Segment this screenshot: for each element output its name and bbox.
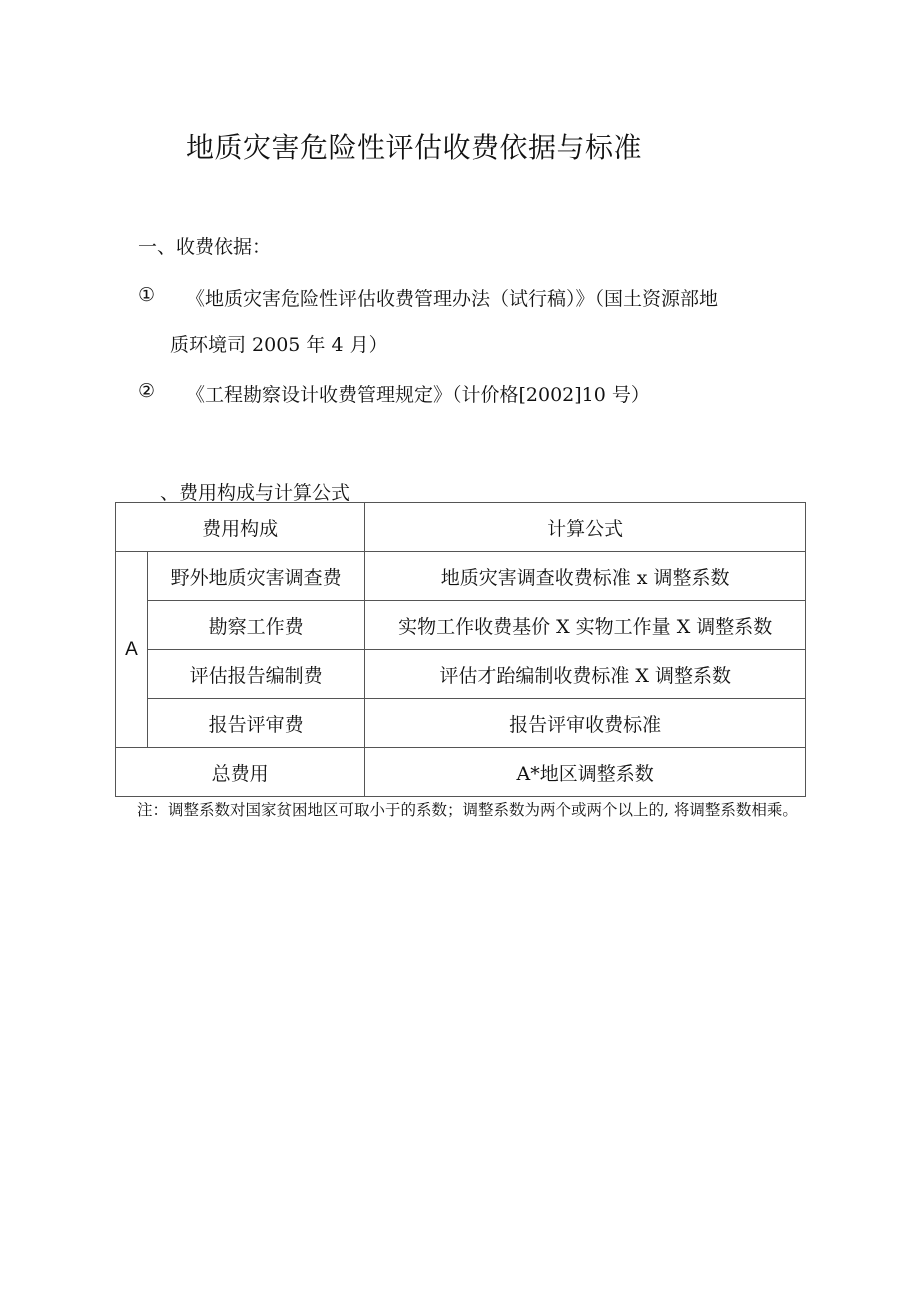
- table-total-row: [116, 748, 806, 797]
- basis-item-2-line1: 《工程勘察设计收费管理规定》（计价格[2002]10 号）: [186, 384, 650, 406]
- table-row: [116, 650, 806, 699]
- table-header-row: [116, 503, 806, 552]
- basis-item-1-line1: 《地质灾害危险性评估收费管理办法（试行稿）》（国土资源部地: [186, 288, 719, 310]
- section-heading-fee-basis: 一、收费依据：: [138, 236, 272, 258]
- row-item: 野外地质灾害调查费: [148, 552, 365, 601]
- row-formula: 评估才跆编制收费标准 X 调整系数: [365, 650, 806, 699]
- header-formula: 计算公式: [365, 503, 806, 552]
- table-row: [116, 699, 806, 748]
- row-formula: 地质灾害调查收费标准 x 调整系数: [365, 552, 806, 601]
- basis-item-2-marker: ②: [138, 380, 156, 402]
- table-caption: 、费用构成与计算公式: [160, 482, 351, 504]
- group-label-a: A: [116, 552, 148, 748]
- header-composition: 费用构成: [116, 503, 365, 552]
- row-formula: 实物工作收费基价 X 实物工作量 X 调整系数: [365, 601, 806, 650]
- table-row: [116, 601, 806, 650]
- total-item: 总费用: [116, 748, 365, 797]
- row-item: 评估报告编制费: [148, 650, 365, 699]
- row-item: 报告评审费: [148, 699, 365, 748]
- total-formula: A*地区调整系数: [365, 748, 806, 797]
- basis-item-1-marker: ①: [138, 284, 156, 306]
- basis-item-1-line2: 质环境司 2005 年 4 月）: [170, 334, 388, 356]
- row-formula: 报告评审收费标准: [365, 699, 806, 748]
- document-title: 地质灾害危险性评估收费依据与标准: [186, 131, 643, 164]
- row-item: 勘察工作费: [148, 601, 365, 650]
- fee-composition-table: [115, 502, 806, 797]
- table-note: 注：调整系数对国家贫困地区可取小于的系数；调整系数为两个或两个以上的, 将调整系数相乘。: [137, 801, 798, 819]
- table-row: [116, 552, 806, 601]
